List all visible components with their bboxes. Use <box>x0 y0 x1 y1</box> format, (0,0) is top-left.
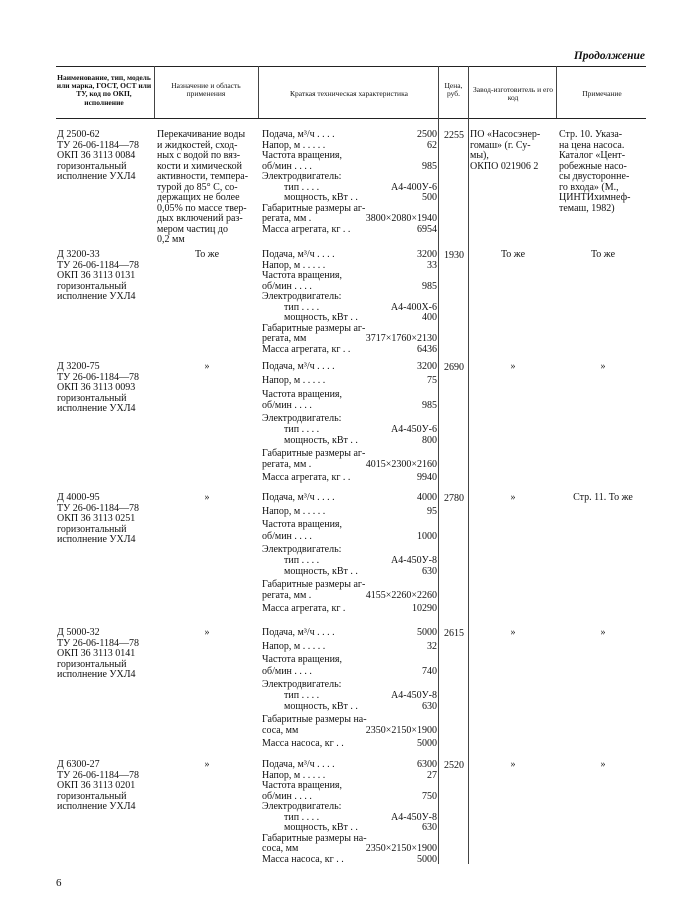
row-note-line: темаш, 1982) <box>559 202 615 214</box>
spec-value: 400 <box>422 312 437 323</box>
spec-label: регата, мм . <box>262 590 312 601</box>
spec-label: об/мин . . . . <box>262 665 312 677</box>
spec-label: мощность, кВт . . <box>284 434 358 446</box>
spec-row <box>262 532 437 543</box>
row-note <box>559 130 647 214</box>
spec-value: 5000 <box>417 853 437 865</box>
row-name <box>57 493 153 546</box>
spec-value: 5000 <box>417 738 437 749</box>
spec-row <box>262 604 437 615</box>
row-name-line: ТУ 26-06-1184—78 <box>57 769 139 781</box>
spec-label: Напор, м . . . . . <box>262 641 326 652</box>
spec-label: Подача, м³/ч . . . . <box>262 361 335 372</box>
row-purpose-line: дых включений раз- <box>157 213 243 224</box>
spec-label: Подача, м³/ч . . . . <box>262 492 335 503</box>
spec-row <box>262 855 437 866</box>
spec-value: 95 <box>427 506 437 517</box>
spec-label: мощность, кВт . . <box>284 312 358 323</box>
spec-label: Масса агрегата, кг . <box>262 603 346 614</box>
column-divider <box>556 66 557 118</box>
row-price: 2255 <box>444 130 464 141</box>
spec-row <box>262 726 437 737</box>
spec-value: А4-400У-6 <box>391 181 437 193</box>
spec-label: мощность, кВт . . <box>284 700 358 712</box>
spec-value: 4155×2260×2260 <box>365 590 437 601</box>
spec-row <box>262 655 437 666</box>
spec-value: 4015×2300×2160 <box>365 459 437 470</box>
spec-row <box>262 545 437 556</box>
row-maker <box>470 628 556 639</box>
spec-row <box>262 628 437 639</box>
spec-value: 5000 <box>417 627 437 638</box>
spec-value: А4-450У-8 <box>391 811 437 823</box>
row-note-line: » <box>600 361 606 372</box>
row-price: 2615 <box>444 628 464 639</box>
spec-value: 62 <box>427 139 437 151</box>
spec-label: Частота вращения, <box>262 519 343 530</box>
spec-value: 750 <box>422 790 437 802</box>
row-note-line: Стр. 10. Указа- <box>559 129 623 140</box>
row-note-line: ЦИНТИхимнеф- <box>559 192 631 203</box>
row-name-line: ТУ 26-06-1184—78 <box>57 371 139 383</box>
row-name-line: ОКП 36 3113 0131 <box>57 270 136 281</box>
spec-row <box>262 642 437 653</box>
spec-row <box>262 680 437 691</box>
row-maker-line: мы), <box>470 150 489 161</box>
row-name-line: исполнение УХЛ4 <box>57 669 136 680</box>
row-name <box>57 628 153 681</box>
row-maker <box>470 250 556 261</box>
spec-label: Габаритные размеры аг- <box>262 579 366 590</box>
row-purpose-line: » <box>204 492 210 503</box>
row-maker <box>470 130 556 172</box>
spec-row <box>262 507 437 518</box>
row-purpose-line: » <box>204 759 210 770</box>
spec-row <box>262 362 437 373</box>
spec-value: 630 <box>422 565 437 577</box>
row-name <box>57 130 153 183</box>
spec-row <box>262 460 437 471</box>
spec-value: 3800×2080×1940 <box>365 213 437 224</box>
spec-label: Напор, м . . . . . <box>262 139 326 151</box>
row-purpose-line: Перекачивание воды <box>157 129 246 140</box>
row-name-line: Д 3200-33 <box>57 249 100 260</box>
row-name-line: исполнение УХЛ4 <box>57 403 136 414</box>
row-maker-line: ПО «Насосэнер- <box>470 129 541 140</box>
row-price: 2520 <box>444 760 464 771</box>
header-name: Наименование, тип, модель или марка, ГОСТ, ОСТ или ТУ, код по ОКП, исполнение <box>56 73 152 107</box>
spec-label: Подача, м³/ч . . . . <box>262 627 335 638</box>
row-purpose-line: мером частиц до <box>157 223 228 235</box>
row-name-line: ОКП 36 3113 0093 <box>57 382 136 393</box>
spec-value: А4-450У-8 <box>391 555 437 566</box>
spec-label: Электродвигатель: <box>262 679 342 690</box>
spec-value: 32 <box>427 641 437 652</box>
spec-label: регата, мм . <box>262 459 312 470</box>
row-name-line: ОКП 36 3113 0201 <box>57 780 136 791</box>
spec-value: 33 <box>427 259 437 271</box>
row-name-line: горизонтальный <box>57 280 127 292</box>
row-name <box>57 250 153 303</box>
spec-label: Подача, м³/ч . . . . <box>262 759 335 770</box>
row-note-line: То же <box>590 249 616 260</box>
row-purpose-line: » <box>204 361 210 372</box>
row-purpose-line: кости и химической <box>157 160 242 172</box>
spec-label: Подача, м³/ч . . . . <box>262 129 335 140</box>
row-name-line: ТУ 26-06-1184—78 <box>57 502 139 514</box>
spec-label: Частота вращения, <box>262 150 343 161</box>
spec-row <box>262 449 437 460</box>
table-top-rule <box>56 66 646 67</box>
spec-value: 630 <box>422 822 437 833</box>
row-name-line: Д 6300-27 <box>57 759 100 770</box>
spec-value: А4-450У-8 <box>391 690 437 701</box>
spec-label: Габаритные размеры на- <box>262 832 367 844</box>
spec-value: А4-450У-6 <box>391 424 437 435</box>
spec-row <box>262 702 437 713</box>
row-name-line: горизонтальный <box>57 790 127 802</box>
spec-row <box>262 580 437 591</box>
spec-value: 2350×2150×1900 <box>365 725 437 736</box>
spec-row <box>262 520 437 531</box>
spec-label: Габаритные размеры на- <box>262 714 367 725</box>
row-purpose <box>157 130 257 246</box>
spec-row <box>262 493 437 504</box>
row-purpose-line: активности, темпера- <box>157 171 249 182</box>
spec-row <box>262 667 437 678</box>
row-purpose <box>157 628 257 639</box>
spec-label: Электродвигатель: <box>262 413 342 424</box>
row-note <box>559 362 647 373</box>
spec-row <box>262 739 437 750</box>
row-purpose-line: 0,05% по массе твер- <box>157 202 247 214</box>
row-maker-line: То же <box>500 249 526 260</box>
spec-label: Напор, м . . . . . <box>262 375 326 386</box>
row-note-line: сы двусторонне- <box>559 171 630 182</box>
header-price: Цена, руб. <box>444 81 463 99</box>
spec-label: Масса агрегата, кг . . <box>262 223 351 235</box>
spec-label: Напор, м . . . . . <box>262 506 326 517</box>
row-price: 2690 <box>444 362 464 373</box>
spec-label: Электродвигатель: <box>262 291 342 302</box>
continuation-label: Продолжение <box>573 50 645 62</box>
spec-value: 740 <box>422 665 437 677</box>
spec-label: тип . . . . <box>284 301 320 313</box>
row-purpose-line: » <box>204 627 210 638</box>
spec-value: 6954 <box>417 223 437 235</box>
spec-label: Частота вращения, <box>262 270 343 281</box>
spec-row <box>262 715 437 726</box>
row-name-line: горизонтальный <box>57 392 127 404</box>
row-name-line: ОКП 36 3113 0251 <box>57 513 136 524</box>
row-name-line: исполнение УХЛ4 <box>57 801 136 812</box>
spec-label: мощность, кВт . . <box>284 192 358 203</box>
row-name-line: ТУ 26-06-1184—78 <box>57 259 139 271</box>
spec-value: 27 <box>427 769 437 781</box>
spec-label: об/мин . . . . <box>262 280 312 292</box>
spec-row <box>262 376 437 387</box>
spec-value: 9940 <box>417 472 437 483</box>
row-purpose <box>157 362 257 373</box>
row-name-line: горизонтальный <box>57 658 127 670</box>
spec-label: Частота вращения, <box>262 654 343 665</box>
row-note-line: » <box>600 627 606 638</box>
row-note <box>559 760 647 771</box>
spec-label: тип . . . . <box>284 424 320 435</box>
spec-label: об/мин . . . . <box>262 399 312 411</box>
spec-value: 4000 <box>417 492 437 503</box>
spec-row <box>262 414 437 425</box>
row-name-line: исполнение УХЛ4 <box>57 171 136 182</box>
spec-value: 3200 <box>417 361 437 372</box>
spec-label: об/мин . . . . <box>262 160 312 172</box>
spec-label: мощность, кВт . . <box>284 822 358 833</box>
spec-row <box>262 591 437 602</box>
spec-value: 2500 <box>417 129 437 140</box>
spec-label: Масса агрегата, кг . . <box>262 472 351 483</box>
row-note-line: » <box>600 759 606 770</box>
page-number: 6 <box>56 877 62 889</box>
row-maker-line: ОКПО 021906 2 <box>470 160 539 172</box>
spec-label: регата, мм . <box>262 213 312 224</box>
row-name-line: ОКП 36 3113 0141 <box>57 648 136 659</box>
spec-label: Масса насоса, кг . . <box>262 738 344 749</box>
row-name <box>57 362 153 415</box>
spec-label: тип . . . . <box>284 181 320 193</box>
spec-label: Частота вращения, <box>262 780 343 791</box>
row-name-line: Д 4000-95 <box>57 492 100 503</box>
spec-label: соса, мм <box>262 843 299 854</box>
spec-value: 3200 <box>417 249 437 260</box>
spec-row <box>262 345 437 356</box>
row-purpose-line: турой до 85° С, со- <box>157 181 238 193</box>
row-purpose <box>157 493 257 504</box>
spec-label: Напор, м . . . . . <box>262 769 326 781</box>
row-name-line: горизонтальный <box>57 523 127 535</box>
row-note-line: го входа» (М., <box>559 181 619 193</box>
row-name-line: ТУ 26-06-1184—78 <box>57 139 139 151</box>
row-purpose <box>157 250 257 261</box>
row-maker-line: » <box>510 361 516 372</box>
header-note: Примечание <box>582 89 622 98</box>
spec-value: 2350×2150×1900 <box>365 843 437 854</box>
spec-label: Габаритные размеры аг- <box>262 322 366 334</box>
spec-row <box>262 401 437 412</box>
spec-label: тип . . . . <box>284 811 320 823</box>
row-maker-line: » <box>510 759 516 770</box>
spec-label: Электродвигатель: <box>262 171 342 182</box>
row-purpose-line: и жидкостей, сход- <box>157 139 238 151</box>
spec-value: 75 <box>427 375 437 386</box>
spec-row <box>262 473 437 484</box>
row-name <box>57 760 153 813</box>
spec-label: регата, мм <box>262 333 307 344</box>
row-name-line: ТУ 26-06-1184—78 <box>57 637 139 649</box>
spec-value: А4-400Х-6 <box>390 301 437 313</box>
row-purpose <box>157 760 257 771</box>
spec-value: 6300 <box>417 759 437 770</box>
row-note <box>559 250 647 261</box>
spec-label: Масса агрегата, кг . . <box>262 343 351 355</box>
row-maker <box>470 362 556 373</box>
row-name-line: Д 3200-75 <box>57 361 100 372</box>
row-name-line: исполнение УХЛ4 <box>57 534 136 545</box>
row-price: 2780 <box>444 493 464 504</box>
spec-value: 10290 <box>412 603 437 614</box>
spec-value: 630 <box>422 700 437 712</box>
header-maker: Завод-изготовитель и его код <box>473 85 553 103</box>
row-name-line: горизонтальный <box>57 160 127 172</box>
spec-value: 6436 <box>417 343 437 355</box>
spec-label: Частота вращения, <box>262 389 343 400</box>
row-name-line: Д 5000-32 <box>57 627 100 638</box>
row-maker <box>470 760 556 771</box>
spec-label: соса, мм <box>262 725 299 736</box>
column-divider <box>154 66 155 118</box>
row-note-line: Каталог «Цент- <box>559 150 626 161</box>
spec-label: мощность, кВт . . <box>284 565 358 577</box>
row-purpose-line: ных с водой по вяз- <box>157 150 241 161</box>
row-purpose-line: 0,2 мм <box>157 234 185 245</box>
spec-label: об/мин . . . . <box>262 790 312 802</box>
row-purpose-line: держащих не более <box>157 192 240 203</box>
spec-value: 1000 <box>417 530 437 542</box>
column-divider <box>438 66 439 864</box>
spec-label: Подача, м³/ч . . . . <box>262 249 335 260</box>
spec-value: 985 <box>422 160 437 172</box>
column-divider <box>258 66 259 118</box>
row-note <box>559 493 647 504</box>
spec-row <box>262 225 437 236</box>
header-spec: Краткая техническая характеристика <box>290 89 408 98</box>
row-maker-line: » <box>510 492 516 503</box>
header-bottom-rule <box>56 118 646 119</box>
spec-label: Напор, м . . . . . <box>262 259 326 271</box>
row-name-line: исполнение УХЛ4 <box>57 291 136 302</box>
spec-value: 500 <box>422 192 437 203</box>
row-maker-line: гомаш» (г. Су- <box>470 139 531 151</box>
spec-row <box>262 436 437 447</box>
spec-label: Габаритные размеры аг- <box>262 202 366 214</box>
spec-value: 985 <box>422 280 437 292</box>
row-name-line: Д 2500-62 <box>57 129 100 140</box>
row-name-line: ОКП 36 3113 0084 <box>57 150 136 161</box>
header-purpose: Назначение и область применения <box>171 81 241 99</box>
row-note-line: Стр. 11. То же <box>573 492 633 503</box>
spec-value: 985 <box>422 399 437 411</box>
row-purpose-line: То же <box>194 249 220 260</box>
column-divider <box>468 66 469 864</box>
row-note-line: робежные насо- <box>559 160 627 172</box>
spec-label: об/мин . . . . <box>262 530 312 542</box>
spec-label: тип . . . . <box>284 690 320 701</box>
row-note <box>559 628 647 639</box>
spec-label: тип . . . . <box>284 555 320 566</box>
spec-label: Электродвигатель: <box>262 544 342 555</box>
row-maker <box>470 493 556 504</box>
row-price: 1930 <box>444 250 464 261</box>
spec-label: Электродвигатель: <box>262 801 342 812</box>
row-maker-line: » <box>510 627 516 638</box>
row-note-line: на цена насоса. <box>559 139 625 151</box>
spec-label: Масса насоса, кг . . <box>262 853 344 865</box>
spec-row <box>262 567 437 578</box>
spec-value: 3717×1760×2130 <box>365 333 437 344</box>
spec-label: Габаритные размеры аг- <box>262 448 366 459</box>
spec-value: 800 <box>422 434 437 446</box>
